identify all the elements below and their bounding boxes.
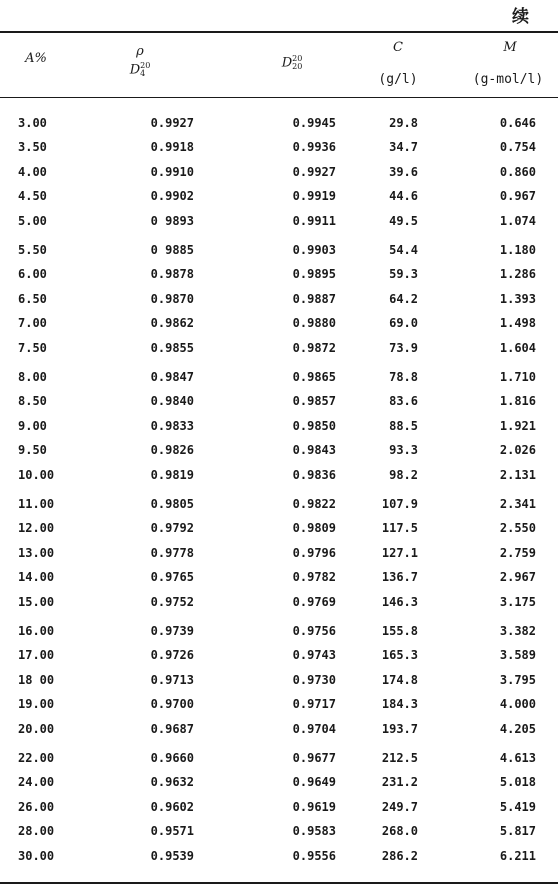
cell-m-value: 5.018 (499, 775, 536, 790)
cell-d20: 0.9857 (292, 394, 336, 409)
cell-m-value: 2.550 (499, 521, 536, 536)
top-rule (0, 31, 558, 33)
cell-d20: 0.9619 (292, 799, 336, 814)
cell-a-percent: 30.00 (18, 848, 55, 863)
cell-d20: 0.9880 (292, 316, 336, 331)
header-a-percent: A% (25, 51, 47, 66)
cell-d20: 0.9911 (292, 213, 336, 228)
table-row (0, 542, 558, 565)
cell-c-value: 249.7 (381, 799, 418, 814)
cell-m-value: 2.967 (499, 570, 536, 585)
cell-m-value: 0.646 (499, 116, 536, 130)
table-row (0, 493, 558, 516)
header-c-unit: (g/l) (378, 72, 418, 87)
header-d20-sub: 20 (292, 62, 303, 71)
cell-d20: 0.9850 (292, 418, 336, 433)
cell-d20: 0.9945 (292, 116, 336, 130)
table-row (0, 620, 558, 643)
table-row (0, 337, 558, 360)
cell-a-percent: 8.00 (18, 370, 47, 384)
cell-c-value: 193.7 (381, 721, 418, 736)
cell-c-value: 127.1 (381, 545, 418, 560)
header-m: M (503, 40, 517, 55)
cell-a-percent: 7.50 (18, 340, 47, 355)
cell-a-percent: 20.00 (18, 721, 55, 736)
cell-m-value: 0.754 (499, 140, 536, 155)
cell-a-percent: 24.00 (18, 775, 55, 790)
table-row (0, 136, 558, 159)
cell-c-value: 286.2 (381, 848, 418, 863)
table-row (0, 718, 558, 741)
cell-m-value: 1.921 (499, 418, 536, 433)
cell-rho-d4: 0.9826 (150, 443, 194, 458)
header-d20 (262, 55, 322, 71)
cell-rho-d4: 0.9602 (150, 799, 194, 814)
cell-c-value: 78.8 (389, 370, 418, 384)
cell-d20: 0.9919 (292, 189, 336, 204)
cell-m-value: 4.613 (499, 751, 536, 765)
cell-c-value: 268.0 (381, 824, 418, 839)
cell-rho-d4: 0.9902 (150, 189, 194, 204)
cell-a-percent: 6.00 (18, 267, 47, 282)
cell-d20: 0.9756 (292, 624, 336, 638)
table-row (0, 566, 558, 589)
cell-c-value: 212.5 (381, 751, 418, 765)
table-row (0, 644, 558, 667)
table-row (0, 390, 558, 413)
cell-a-percent: 5.50 (18, 243, 47, 257)
cell-rho-d4: 0 9885 (150, 243, 194, 257)
table-row (0, 112, 558, 135)
cell-rho-d4: 0.9792 (150, 521, 194, 536)
table-row (0, 312, 558, 335)
table-row (0, 210, 558, 233)
cell-c-value: 93.3 (389, 443, 418, 458)
cell-a-percent: 10.00 (18, 467, 55, 482)
cell-rho-d4: 0.9847 (150, 370, 194, 384)
cell-d20: 0.9903 (292, 243, 336, 257)
cell-rho-d4: 0.9819 (150, 467, 194, 482)
table-row (0, 239, 558, 262)
cell-c-value: 59.3 (389, 267, 418, 282)
cell-rho-d4: 0.9840 (150, 394, 194, 409)
cell-c-value: 54.4 (389, 243, 418, 257)
cell-c-value: 174.8 (381, 672, 418, 687)
cell-d20: 0.9936 (292, 140, 336, 155)
cell-c-value: 69.0 (389, 316, 418, 331)
cell-m-value: 6.211 (499, 848, 536, 863)
cell-rho-d4: 0.9833 (150, 418, 194, 433)
cell-a-percent: 15.00 (18, 594, 55, 609)
cell-c-value: 64.2 (389, 291, 418, 306)
cell-c-value: 39.6 (389, 164, 418, 179)
table-row (0, 161, 558, 184)
cell-m-value: 4.205 (499, 721, 536, 736)
cell-c-value: 117.5 (381, 521, 418, 536)
table-row (0, 796, 558, 819)
table-row (0, 820, 558, 843)
table-row (0, 464, 558, 487)
cell-rho-d4: 0.9878 (150, 267, 194, 282)
cell-a-percent: 12.00 (18, 521, 55, 536)
cell-m-value: 3.589 (499, 648, 536, 663)
table-row (0, 415, 558, 438)
continued-mark: 续 (512, 7, 529, 27)
cell-rho-d4: 0.9687 (150, 721, 194, 736)
cell-rho-d4: 0.9910 (150, 164, 194, 179)
cell-c-value: 165.3 (381, 648, 418, 663)
cell-d20: 0.9583 (292, 824, 336, 839)
table-row (0, 185, 558, 208)
cell-m-value: 3.382 (499, 624, 536, 638)
cell-rho-d4: 0.9539 (150, 848, 194, 863)
cell-d20: 0.9865 (292, 370, 336, 384)
cell-c-value: 155.8 (381, 624, 418, 638)
cell-rho-d4: 0.9765 (150, 570, 194, 585)
cell-m-value: 1.074 (499, 213, 536, 228)
cell-a-percent: 26.00 (18, 799, 55, 814)
cell-a-percent: 16.00 (18, 624, 55, 638)
header-m-unit: (g-mol/l) (472, 72, 544, 87)
cell-rho-d4: 0.9660 (150, 751, 194, 765)
cell-rho-d4: 0.9927 (150, 116, 194, 130)
cell-a-percent: 13.00 (18, 545, 55, 560)
table-row (0, 845, 558, 868)
cell-m-value: 1.816 (499, 394, 536, 409)
cell-d20: 0.9556 (292, 848, 336, 863)
cell-rho-d4: 0.9700 (150, 697, 194, 712)
cell-c-value: 231.2 (381, 775, 418, 790)
header-rho: ρ (136, 44, 144, 59)
cell-rho-d4: 0.9726 (150, 648, 194, 663)
cell-c-value: 184.3 (381, 697, 418, 712)
cell-rho-d4: 0.9918 (150, 140, 194, 155)
cell-c-value: 136.7 (381, 570, 418, 585)
cell-rho-d4: 0.9739 (150, 624, 194, 638)
cell-a-percent: 19.00 (18, 697, 55, 712)
cell-a-percent: 7.00 (18, 316, 47, 331)
cell-m-value: 0.860 (499, 164, 536, 179)
cell-m-value: 1.286 (499, 267, 536, 282)
table-row (0, 439, 558, 462)
cell-d20: 0.9809 (292, 521, 336, 536)
cell-m-value: 0.967 (499, 189, 536, 204)
cell-d20: 0.9836 (292, 467, 336, 482)
cell-m-value: 1.710 (499, 370, 536, 384)
cell-rho-d4: 0 9893 (150, 213, 194, 228)
header-c: C (393, 40, 403, 55)
cell-rho-d4: 0.9752 (150, 594, 194, 609)
cell-c-value: 49.5 (389, 213, 418, 228)
cell-rho-d4: 0.9778 (150, 545, 194, 560)
cell-a-percent: 4.50 (18, 189, 47, 204)
cell-d20: 0.9927 (292, 164, 336, 179)
cell-a-percent: 28.00 (18, 824, 55, 839)
cell-rho-d4: 0.9632 (150, 775, 194, 790)
cell-a-percent: 11.00 (18, 497, 55, 511)
bottom-rule (0, 882, 558, 884)
cell-m-value: 1.393 (499, 291, 536, 306)
cell-m-value: 2.341 (499, 497, 536, 511)
cell-m-value: 3.175 (499, 594, 536, 609)
cell-rho-d4: 0.9713 (150, 672, 194, 687)
cell-m-value: 4.000 (499, 697, 536, 712)
table-row (0, 366, 558, 389)
cell-d20: 0.9782 (292, 570, 336, 585)
cell-a-percent: 22.00 (18, 751, 55, 765)
header-d4 (110, 62, 170, 78)
cell-rho-d4: 0.9805 (150, 497, 194, 511)
cell-m-value: 2.026 (499, 443, 536, 458)
cell-a-percent: 9.00 (18, 418, 47, 433)
cell-a-percent: 17.00 (18, 648, 55, 663)
cell-a-percent: 3.50 (18, 140, 47, 155)
cell-c-value: 146.3 (381, 594, 418, 609)
cell-rho-d4: 0.9855 (150, 340, 194, 355)
cell-m-value: 2.131 (499, 467, 536, 482)
cell-rho-d4: 0.9571 (150, 824, 194, 839)
cell-m-value: 5.419 (499, 799, 536, 814)
cell-m-value: 2.759 (499, 545, 536, 560)
cell-d20: 0.9704 (292, 721, 336, 736)
cell-a-percent: 5.00 (18, 213, 47, 228)
table-row (0, 669, 558, 692)
cell-m-value: 1.180 (499, 243, 536, 257)
cell-m-value: 5.817 (499, 824, 536, 839)
cell-c-value: 29.8 (389, 116, 418, 130)
cell-d20: 0.9872 (292, 340, 336, 355)
cell-c-value: 107.9 (381, 497, 418, 511)
cell-a-percent: 4.00 (18, 164, 47, 179)
cell-a-percent: 14.00 (18, 570, 55, 585)
cell-a-percent: 18 00 (18, 672, 55, 687)
cell-d20: 0.9796 (292, 545, 336, 560)
table-row (0, 693, 558, 716)
header-d4-sub: 4 (140, 69, 146, 78)
table-row (0, 263, 558, 286)
cell-rho-d4: 0.9870 (150, 291, 194, 306)
cell-a-percent: 3.00 (18, 116, 47, 130)
header-d4-sup: 20 (140, 61, 151, 70)
header-rule (0, 97, 558, 98)
header-d20-symbol: D (281, 55, 293, 71)
cell-d20: 0.9649 (292, 775, 336, 790)
cell-c-value: 34.7 (389, 140, 418, 155)
cell-d20: 0.9822 (292, 497, 336, 511)
cell-d20: 0.9843 (292, 443, 336, 458)
table-row (0, 517, 558, 540)
cell-m-value: 3.795 (499, 672, 536, 687)
cell-a-percent: 6.50 (18, 291, 47, 306)
table-row (0, 771, 558, 794)
cell-d20: 0.9677 (292, 751, 336, 765)
cell-d20: 0.9895 (292, 267, 336, 282)
table-row (0, 591, 558, 614)
cell-d20: 0.9717 (292, 697, 336, 712)
cell-d20: 0.9887 (292, 291, 336, 306)
cell-c-value: 73.9 (389, 340, 418, 355)
cell-c-value: 88.5 (389, 418, 418, 433)
header-d20-sup: 20 (292, 54, 303, 63)
cell-m-value: 1.498 (499, 316, 536, 331)
cell-c-value: 98.2 (389, 467, 418, 482)
cell-c-value: 83.6 (389, 394, 418, 409)
cell-m-value: 1.604 (499, 340, 536, 355)
cell-d20: 0.9769 (292, 594, 336, 609)
cell-d20: 0.9743 (292, 648, 336, 663)
cell-a-percent: 8.50 (18, 394, 47, 409)
cell-d20: 0.9730 (292, 672, 336, 687)
cell-a-percent: 9.50 (18, 443, 47, 458)
cell-rho-d4: 0.9862 (150, 316, 194, 331)
table-row (0, 288, 558, 311)
table-row (0, 747, 558, 770)
cell-c-value: 44.6 (389, 189, 418, 204)
header-d4-symbol: D (129, 62, 141, 78)
